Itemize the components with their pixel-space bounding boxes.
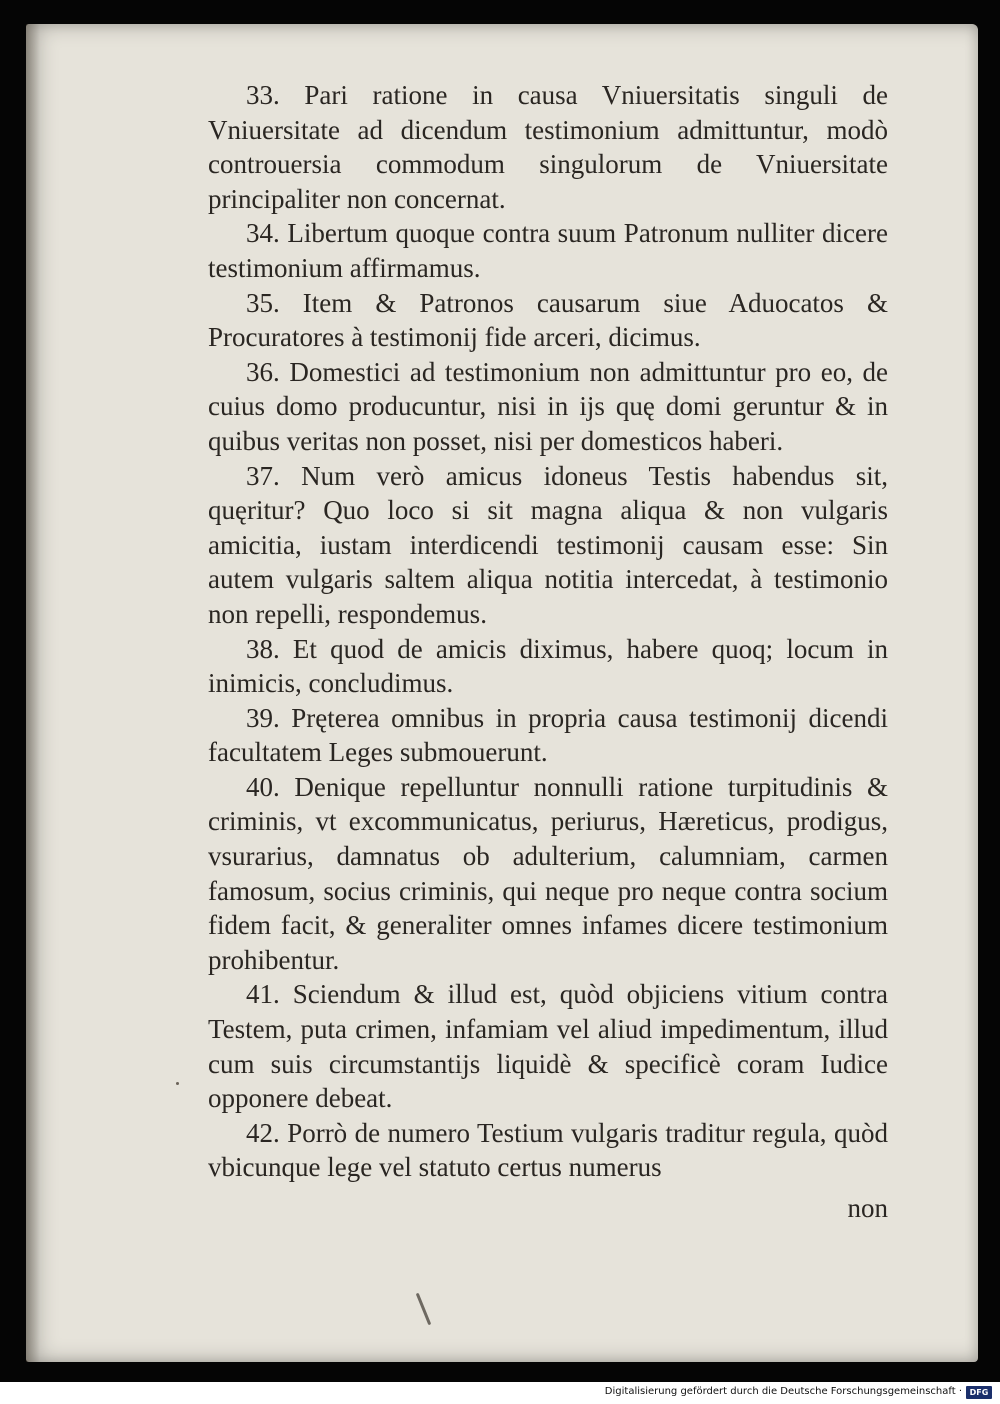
funding-credit: Digitalisierung gefördert durch die Deutsche Forschungsgemeinschaft · bbox=[604, 1386, 962, 1397]
paragraph-36: 36. Domestici ad testimonium non admittuntur pro eo, de cuius domo producuntur, nisi in ijs quę domi geruntur & in quibus veritas non posset, nisi per domesticos haberi. bbox=[208, 356, 888, 456]
catchword: non bbox=[847, 1193, 888, 1223]
book-page bbox=[26, 24, 978, 1362]
dfg-logo: DFG bbox=[966, 1386, 992, 1399]
paragraph-33: 33. Pari ratione in causa Vniuersitatis singuli de Vniuersitate ad dicendum testimonium admittuntur, modò controuersia commodum singulorum de Vniuersitate principaliter non concernat. bbox=[208, 80, 888, 214]
paragraph-40: 40. Denique repelluntur nonnulli ratione turpitudinis & criminis, vt excommunicatus, periurus, Hæreticus, prodigus, vsurarius, damnatus ob adulterium, calumniam, carmen famosum, socius criminis, qui neque pro neque contra socium fidem facit, & generaliter omnes infames dicere testimonium prohibentur. bbox=[208, 771, 888, 975]
stray-ink-mark bbox=[416, 1293, 432, 1326]
paragraph-41: 41. Sciendum & illud est, quòd objiciens vitium contra Testem, puta crimen, infamiam vel aliud impedimentum, illud cum suis circumstantijs liquidè & specificè coram Iudice opponere debeat. bbox=[208, 979, 888, 1114]
paragraph-37: 37. Num verò amicus idoneus Testis habendus sit, quęritur? Quo loco si sit magna aliqua & non vulgaris amicitia, iustam interdicendi testimonij causam esse: Sin autem vulgaris saltem aliqua notitia intercedat, à testimonio non repelli, respondemus. bbox=[208, 460, 888, 629]
paragraph-35: 35. Item & Patronos causarum siue Aduocatos & Procuratores à testimonij fide arceri, dicimus. bbox=[208, 287, 888, 353]
footer-bar bbox=[0, 1382, 1000, 1404]
paragraph-39: 39. Pręterea omnibus in propria causa testimonij dicendi facultatem Leges submouerunt. bbox=[208, 702, 888, 768]
paragraph-38: 38. Et quod de amicis diximus, habere quoq; locum in inimicis, concludimus. bbox=[208, 633, 888, 699]
page-text-block bbox=[208, 78, 888, 1226]
paragraph-34: 34. Libertum quoque contra suum Patronum nulliter dicere testimonium affirmamus. bbox=[208, 218, 888, 283]
paragraph-42: 42. Porrò de numero Testium vulgaris traditur regula, quòd vbicunque lege vel statuto certus numerus bbox=[208, 1117, 888, 1183]
margin-speck bbox=[176, 1082, 179, 1085]
page-gutter-shadow bbox=[26, 24, 40, 1362]
